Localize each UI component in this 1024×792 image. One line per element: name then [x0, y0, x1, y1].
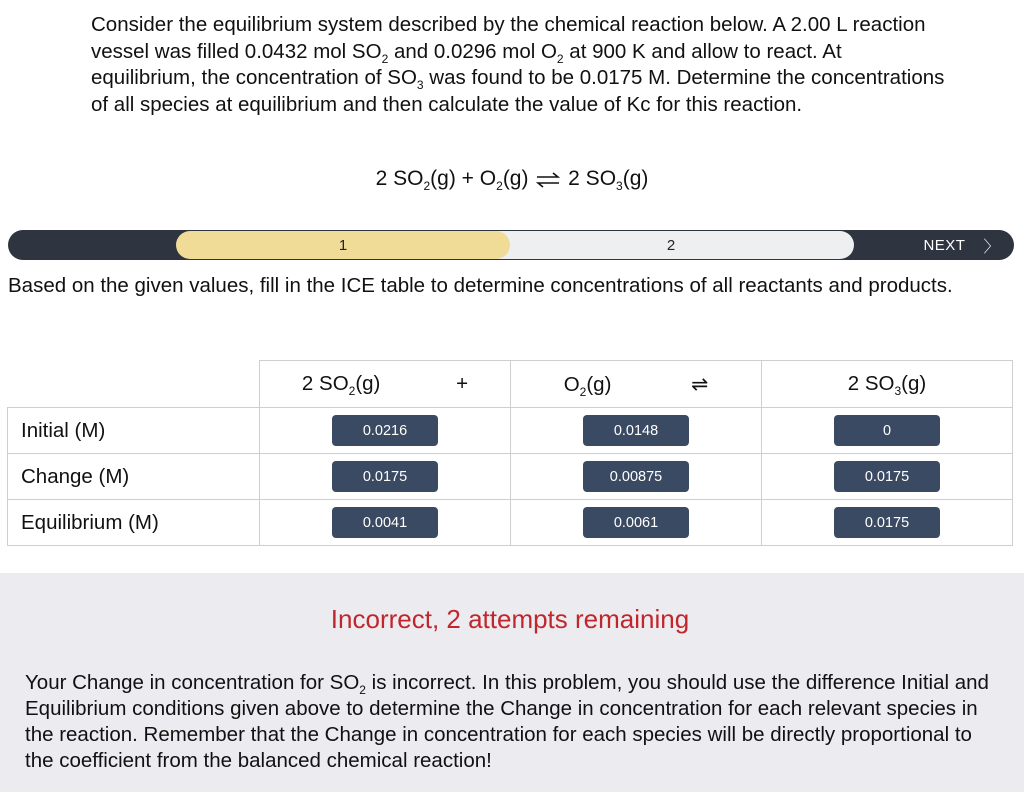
chevron-right-icon: 〉: [983, 238, 1000, 256]
change-so3-input[interactable]: 0.0175: [834, 461, 940, 492]
ice-header-row: [8, 361, 1013, 408]
header-o2: $O_2(g)$ ⇌: [511, 361, 762, 408]
equilibrium-o2-input[interactable]: 0.0061: [583, 507, 689, 538]
row-label-change: Change (M): [8, 454, 260, 500]
change-o2-input[interactable]: 0.00875: [583, 461, 689, 492]
problem-text: Consider the equilibrium system described by the chemical reaction below. A 2.00 L reaction vessel was filled 0.0432 mol $SO_2$ and 0.0296 mol $O_2$ at 900 K and allow to react. At equilibrium, the concentration of $SO_3$ was found to be 0.0175 M. Determine the concentrations of all species at equilibrium and then calculate the value of Kc for this reaction.: [91, 13, 945, 116]
step-2-tab[interactable]: 2: [488, 231, 854, 259]
feedback-panel: [0, 573, 1024, 792]
row-label-equilibrium: Equilibrium (M): [8, 500, 260, 546]
initial-so2-input[interactable]: 0.0216: [332, 415, 438, 446]
ice-row-initial: [8, 408, 1013, 454]
equilibrium-arrow-icon: [536, 167, 560, 197]
step-1-tab[interactable]: 1: [176, 231, 510, 259]
equilibrium-so3-input[interactable]: 0.0175: [834, 507, 940, 538]
row-label-initial: Initial (M): [8, 408, 260, 454]
instructions-text: Based on the given values, fill in the ICE table to determine concentrations of all reactants and products.: [8, 274, 953, 297]
reaction-equation: 2 $SO_2(g) + O_2(g)$ 2 $SO_3(g)$: [0, 164, 1024, 197]
equilibrium-arrow-icon: ⇌: [691, 372, 709, 396]
problem-statement: [91, 12, 951, 118]
ice-row-change: [8, 454, 1013, 500]
change-so2-input[interactable]: 0.0175: [332, 461, 438, 492]
feedback-title: Incorrect, 2 attempts remaining: [330, 604, 690, 634]
equilibrium-so2-input[interactable]: 0.0041: [332, 507, 438, 538]
initial-so3-input[interactable]: 0: [834, 415, 940, 446]
ice-table: [7, 360, 1013, 546]
initial-o2-input[interactable]: 0.0148: [583, 415, 689, 446]
header-so2: 2 $SO_2(g)$ +: [260, 361, 511, 408]
step-progress-bar: [8, 230, 1014, 260]
header-so3: 2 $SO_3(g)$: [762, 361, 1013, 408]
corner-cell: [8, 361, 260, 408]
next-button[interactable]: NEXT 〉: [854, 230, 1014, 260]
plus-sign: +: [456, 372, 469, 395]
ice-row-equilibrium: [8, 500, 1013, 546]
feedback-text: Your Change in concentration for $SO_2$ is incorrect. In this problem, you should use the difference Initial and Equilibrium conditions given above to determine the Change in concentration for each relevant species in the reaction. Remember that the Change in concentration for each species will be directly proportional to the coefficient from the balanced chemical reaction!: [25, 671, 989, 772]
